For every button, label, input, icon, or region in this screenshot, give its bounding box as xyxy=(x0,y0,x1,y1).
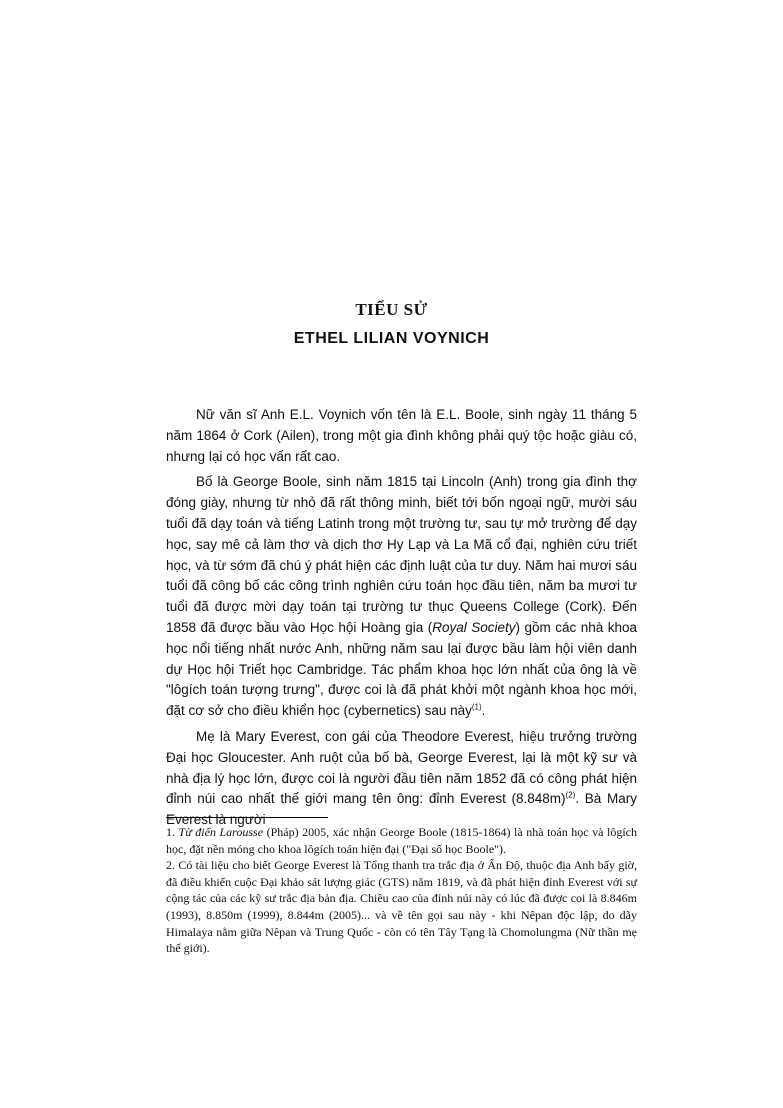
royal-society-italic: Royal Society xyxy=(432,619,516,635)
paragraph-mother-text-1: Mẹ là Mary Everest, con gái của Theodore Everest, hiệu trưởng trường Đại học Gloucester. Anh ruột của bố bà, George Everest, lại là một kỹ sư và nhà địa lý học lớn, được coi là người đầu tiên năm 1852 đã có công phát hiện đỉnh núi cao nhất thế giới mang tên ông: đỉnh Everest (8.848m) xyxy=(166,728,637,807)
footnotes xyxy=(166,824,637,957)
paragraph-mother-text-2: . Bà Mary Everest là người xyxy=(166,791,637,828)
footnote-separator xyxy=(166,817,328,818)
footnote-ref-2: (2) xyxy=(565,790,576,800)
paragraph-mother xyxy=(166,727,637,831)
footnote-1 xyxy=(166,824,637,857)
footnote-1-source-italic: Từ điển Larousse xyxy=(178,825,264,839)
paragraph-father-text-2: ) gồm các nhà khoa học nổi tiếng nhất nước Anh, những năm sau lại được bầu làm hội viên danh dự Học hội Triết học Cambridge. Tác phẩm khoa học lớn nhất của ông là về "lôgích toán tượng trưng", được coi là đã phát khởi một ngành khoa học mới, đặt cơ sở cho điều khiển học (cybernetics) sau này xyxy=(166,619,637,719)
chapter-heading: TIỂU SỬ xyxy=(355,300,428,319)
paragraph-father-text-1: Bố là George Boole, sinh năm 1815 tại Lincoln (Anh) trong gia đình thợ đóng giày, nhưng từ nhỏ đã rất thông minh, biết tới bốn ngoại ngữ, mười sáu tuổi đã dạy toán và tiếng Latinh trong một trường tư, sau tự mở trường để dạy học, say mê cả làm thơ và dịch thơ Hy Lạp và La Mã cổ đại, nghiên cứu triết học, và từ sớm đã chú ý phát hiện các định luật của tư duy. Năm hai mươi sáu tuổi đã công bố các công trình nghiên cứu toán học đầu tiên, năm ba mươi tư tuổi đã được mời dạy toán tại trường tư thục Queens College (Cork). Đến 1858 đã được bầu vào Học hội Hoàng gia ( xyxy=(166,474,637,635)
footnote-2: 2. Có tài liệu cho biết George Everest là Tổng thanh tra trắc địa ở Ấn Độ, thuộc địa Anh bấy giờ, đã điều khiển cuộc Đại khảo sát lượng giác (GTS) năm 1819, và đã phát hiện đỉnh Everest với sự cộng tác của các kỹ sư trắc địa bản địa. Chiều cao của đỉnh núi này có lúc đã được coi là 8.846m (1993), 8.850m (1999), 8.844m (2005)... và về tên gọi sau này - khi Nêpan độc lập, do dãy Himalaya nằm giữa Nêpan và Trung Quốc - còn có tên Tây Tạng là Chomolungma (Nữ thần mẹ thế giới). xyxy=(166,858,637,956)
body-text xyxy=(166,405,637,836)
footnote-ref-1: (1) xyxy=(471,702,482,712)
footnote-1-text: (Pháp) 2005, xác nhận George Boole (1815-1864) là nhà toán học và lôgích học, đặt nền móng cho khoa lôgích toán hiện đại ("Đại số học Boole"). xyxy=(166,825,638,856)
paragraph-birth: Nữ văn sĩ Anh E.L. Voynich vốn tên là E.L. Boole, sinh ngày 11 tháng 5 năm 1864 ở Cork (Ailen), trong một gia đình không phải quý tộc hoặc giàu có, nhưng lại có học vấn rất cao. xyxy=(166,407,637,464)
paragraph-father-end: . xyxy=(481,703,486,719)
paragraph-father xyxy=(166,472,637,722)
chapter-subject-name: ETHEL LILIAN VOYNICH xyxy=(293,330,490,347)
footnote-1-number: 1. xyxy=(166,825,179,839)
